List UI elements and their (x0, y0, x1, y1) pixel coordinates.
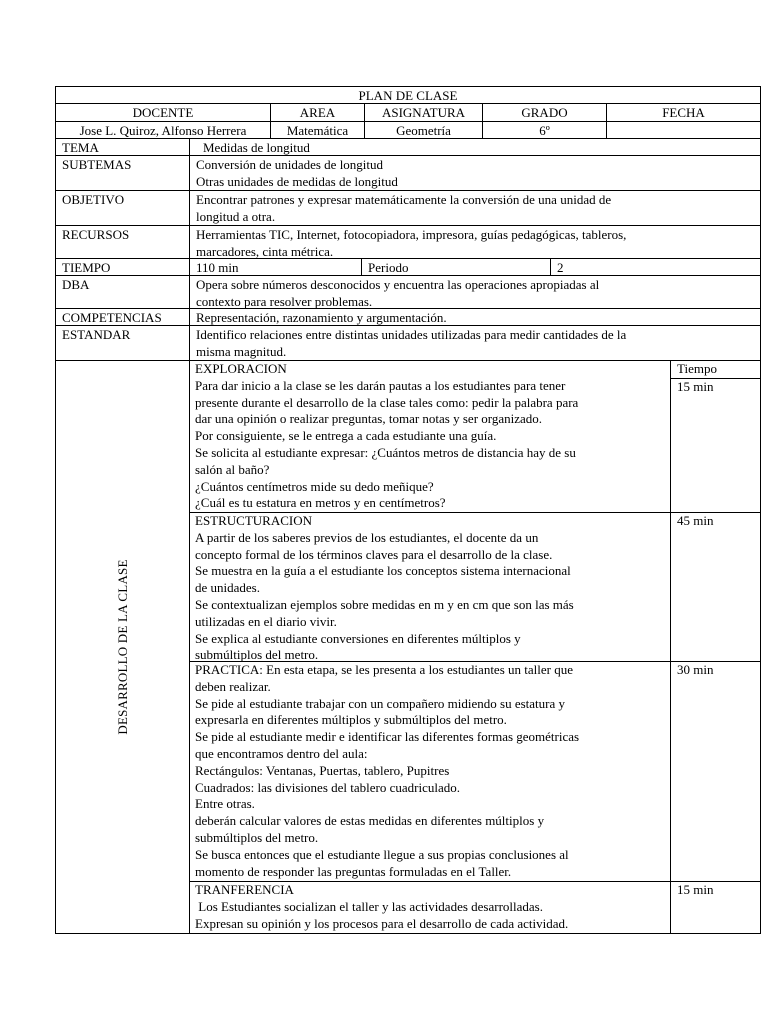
phase-line: de unidades. (195, 580, 260, 596)
phase-line: Entre otras. (195, 796, 255, 812)
subtemas-line: Otras unidades de medidas de longitud (196, 174, 398, 189)
fecha-value (606, 122, 760, 138)
estandar-line: misma magnitud. (196, 344, 287, 359)
phase-line: que encontramos dentro del aula: (195, 745, 368, 761)
dba-line: contexto para resolver problemas. (196, 294, 373, 308)
docente-value: Jose L. Quiroz, Alfonso Herrera (79, 123, 247, 138)
phase-text (189, 513, 670, 664)
periodo-label: Periodo (361, 259, 550, 275)
subtemas-row (55, 156, 761, 191)
phase-line: Se solicita al estudiante expresar: ¿Cuántos metros de distancia hay de su (195, 444, 576, 460)
phase-line: deberán calcular valores de estas medidas en diferentes múltiplos y (195, 813, 545, 829)
competencias-value: Representación, razonamiento y argumentación. (189, 309, 760, 325)
tiempo-row (55, 259, 761, 276)
phase-transferencia (189, 882, 760, 934)
desarrollo-label-cell (56, 361, 190, 933)
estandar-line: Identifico relaciones entre distintas unidades utilizadas para medir cantidades de la (196, 327, 627, 342)
grado-value: 6º (482, 122, 606, 138)
lesson-plan-table (55, 86, 761, 934)
header-docente: DOCENTE (132, 105, 194, 120)
phase-line: Para dar inicio a la clase se les darán pautas a los estudiantes para tener (195, 377, 566, 393)
phase-line: Cuadrados: las divisiones del tablero cuadriculado. (195, 779, 460, 795)
phase-time-cell (670, 662, 760, 881)
subtemas-label: SUBTEMAS (62, 157, 132, 172)
phase-line: Expresan su opinión y los procesos para el desarrollo de cada actividad. (195, 915, 569, 931)
competencias-label: COMPETENCIAS (62, 310, 162, 325)
phase-line: expresarla en diferentes múltiplos y submúltiplos del metro. (195, 712, 507, 728)
header-fecha: FECHA (606, 104, 760, 121)
area-value: Matemática (270, 122, 364, 138)
phase-line: A partir de los saberes previos de los estudiantes, el docente da un (195, 529, 539, 545)
phase-line: ¿Cuál es tu estatura en metros y en centímetros? (195, 495, 446, 511)
phase-line: presente durante el desarrollo de la clase tales como: pedir la palabra para (195, 394, 579, 410)
dba-row (55, 276, 761, 309)
estandar-label: ESTANDAR (62, 327, 131, 342)
tema-row (55, 139, 761, 156)
phase-line: dar una opinión o realizar preguntas, tomar notas y ser organizado. (195, 411, 543, 427)
phase-text (189, 662, 670, 880)
phase-line: concepto formal de los términos claves para el desarrollo de la clase. (195, 546, 553, 562)
estandar-row (55, 326, 761, 361)
phase-line: ¿Cuántos centímetros mide su dedo meñique? (195, 478, 434, 494)
phase-time-cell (670, 513, 760, 661)
subtemas-line: Conversión de unidades de longitud (196, 157, 384, 172)
header-area: AREA (270, 104, 364, 121)
phase-line: Rectángulos: Ventanas, Puertas, tablero, Pupitres (195, 762, 450, 778)
header-row (55, 104, 761, 122)
recursos-line: Herramientas TIC, Internet, fotocopiadora, impresora, guías pedagógicas, tableros, (196, 227, 627, 242)
phase-line: Se explica al estudiante conversiones en diferentes múltiplos y (195, 630, 521, 646)
objetivo-row (55, 191, 761, 226)
phase-title: TRANFERENCIA (195, 882, 294, 897)
phase-time: 45 min (677, 513, 714, 528)
info-row (55, 122, 761, 139)
dba-label: DBA (62, 277, 90, 292)
phase-title: ESTRUCTURACION (195, 513, 313, 528)
phase-line: utilizadas en el diario vivir. (195, 613, 337, 629)
phase-line: Se pide al estudiante trabajar con un compañero midiendo su estatura y (195, 695, 566, 711)
subtemas-value (189, 156, 760, 190)
phase-line: Se contextualizan ejemplos sobre medidas en m y en cm que son las más (195, 596, 574, 612)
recursos-value (189, 226, 760, 258)
phase-exploracion (189, 361, 760, 513)
tiempo-header: Tiempo (671, 361, 760, 379)
header-asignatura: ASIGNATURA (364, 104, 482, 121)
tiempo-value: 110 min (189, 259, 361, 275)
phase-estructuracion (189, 513, 760, 662)
recursos-label: RECURSOS (62, 227, 130, 242)
title-row (55, 86, 761, 104)
header-grado: GRADO (482, 104, 606, 121)
phase-line: Se muestra en la guía a el estudiante los conceptos sistema internacional (195, 563, 571, 579)
dba-value (189, 276, 760, 308)
phase-text (189, 882, 670, 932)
phase-line: salón al baño? (195, 461, 270, 477)
estandar-value (189, 326, 760, 360)
tema-label: TEMA (62, 140, 99, 155)
phase-line: Por consiguiente, se le entrega a cada estudiante una guía. (195, 428, 497, 444)
objetivo-line: longitud a otra. (196, 209, 276, 224)
phase-practica (189, 662, 760, 882)
phase-time: 15 min (677, 882, 714, 897)
phase-line: deben realizar. (195, 678, 271, 694)
competencias-row (55, 309, 761, 326)
phase-line: submúltiplos del metro. (195, 647, 319, 663)
phase-time: 15 min (677, 378, 714, 394)
recursos-row (55, 226, 761, 259)
phase-line: Se busca entonces que el estudiante llegue a sus propias conclusiones al (195, 846, 569, 862)
phase-title: PRACTICA: En esta etapa, se les presenta a los estudiantes un taller que (195, 662, 573, 677)
objetivo-value (189, 191, 760, 225)
phase-time: 30 min (677, 662, 714, 677)
desarrollo-section (55, 361, 761, 934)
phase-line: momento de responder las preguntas formuladas en el Taller. (195, 863, 512, 879)
asignatura-value: Geometría (364, 122, 482, 138)
tiempo-label: TIEMPO (62, 260, 111, 275)
tema-value: Medidas de longitud (189, 139, 760, 155)
objetivo-line: Encontrar patrones y expresar matemáticamente la conversión de una unidad de (196, 192, 612, 207)
periodo-value: 2 (550, 259, 665, 275)
recursos-line: marcadores, cinta métrica. (196, 244, 334, 258)
objetivo-label: OBJETIVO (62, 192, 125, 207)
phase-text (189, 361, 670, 512)
phase-line: Se pide al estudiante medir e identificar las diferentes formas geométricas (195, 729, 580, 745)
phase-line: submúltiplos del metro. (195, 829, 319, 845)
phase-line: Los Estudiantes socializan el taller y las actividades desarrolladas. (195, 898, 543, 914)
phase-time-cell (670, 882, 760, 934)
dba-line: Opera sobre números desconocidos y encuentra las operaciones apropiadas al (196, 277, 600, 292)
phase-time-cell (670, 361, 760, 512)
plan-title: PLAN DE CLASE (358, 88, 458, 103)
phase-title: EXPLORACION (195, 361, 287, 376)
desarrollo-label: DESARROLLO DE LA CLASE (114, 559, 130, 735)
